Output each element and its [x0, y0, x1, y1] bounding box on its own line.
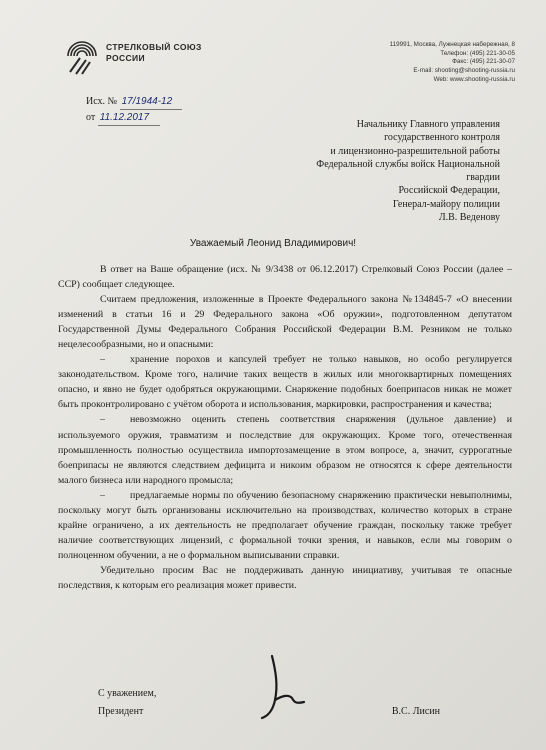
body-paragraph-3: Убедительно просим Вас не поддерживать данную инициативу, учитывая те опасные последствия, к которым его реализация может привести.	[58, 564, 512, 591]
addressee-line: и лицензионно-разрешительной работы	[330, 145, 500, 157]
contact-email: E-mail: shooting@shooting-russia.ru	[413, 67, 515, 75]
closing-block	[98, 685, 518, 721]
addressee-line: Российской Федерации,	[398, 185, 500, 197]
contact-address: 119991, Москва, Лужнецкая набережная, 8	[389, 41, 515, 48]
shooting-union-logo-icon	[62, 36, 102, 76]
ref-date-label: от	[86, 112, 96, 123]
addressee-line: Федеральной службы войск Национальной гвардии	[316, 158, 500, 184]
addressee-line: Генерал-майору полиции	[392, 198, 500, 210]
letter-body	[58, 262, 512, 593]
bullet-dash: –	[100, 414, 105, 426]
signatory-name: В.С. Лисин	[391, 706, 440, 717]
bullet-dash: –	[100, 354, 105, 366]
contact-phone: Телефон: (495) 221-30-05	[440, 49, 515, 57]
body-bullet-2	[58, 412, 512, 487]
outgoing-reference	[86, 94, 182, 126]
ref-number-label: Исх. №	[86, 96, 118, 107]
contact-web: Web: www.shooting-russia.ru	[433, 75, 515, 83]
org-name-line1: СТРЕЛКОВЫЙ СОЮЗ	[106, 42, 202, 52]
body-bullet-3	[58, 488, 512, 563]
salutation: Уважаемый Леонид Владимирович!	[189, 238, 357, 249]
letterhead-contacts	[330, 41, 515, 85]
org-name-line2: РОССИИ	[106, 53, 146, 63]
bullet-dash: –	[100, 489, 105, 501]
contact-fax: Факс: (495) 221-30-07	[452, 58, 515, 66]
addressee-line: Начальнику Главного управления	[356, 119, 500, 130]
addressee-line: Л.В. Веденову	[438, 212, 500, 224]
bullet-1-text: хранение порохов и капсулей требует не только навыков, но особо регулируется законодательством. Кроме того, наличие таких веществ в жилых или многоквартирных помещениях опасно, и явно не будет одобряться окружающими. Снаряжение подобных боеприпасов никак не может быть проконтролировано с учётом оборота и использования, маркировки, распространения и качества;	[58, 354, 512, 411]
bullet-3-text: предлагаемые нормы по обучению безопасному снаряжению практически невыполнимы, поскольку могут быть организованы исключительно на производствах, количество которых в стране крайне ограничено, а их деятельность не предполагает обучение граждан, поскольку также требует наличие соответствующих лицензий, с формальной точки зрения, и навыков, если мы говорим о полноценном обучении, а не о формальном выписывании справки.	[58, 489, 512, 561]
addressee-block	[300, 118, 500, 224]
closing-regards: С уважением,	[98, 688, 157, 699]
body-paragraph-2: Считаем предложения, изложенные в Проекте Федерального закона №134845-7 «О внесении изменений в статьи 16 и 29 Федерального закона «Об оружии», подготовленном депутатом Государственной Думы Федерального Собрания Российской Федерации В.М. Резником не только нецелесообразными, но и опасными:	[58, 294, 512, 351]
body-paragraph-1: В ответ на Ваше обращение (исх. № 9/3438 от 06.12.2017) Стрелковый Союз России (далее – ССР) сообщает следующее.	[58, 264, 512, 291]
addressee-line: государственного контроля	[384, 132, 500, 144]
ref-date-value: 11.12.2017	[98, 110, 160, 126]
signatory-position: Президент	[98, 706, 144, 717]
bullet-2-text: невозможно оценить степень соответствия снаряжения (дульное давление) и используемого оружия, травматизм и последствие для окружающих. Кроме того, отечественная промышленность полностью осуществила импортозамещение в этом вопросе, а, значит, суррогатные боеприпасы не являются следствием дефицита и никоим образом не относятся к сфере деятельности малого бизнеса или народного промысла;	[58, 414, 512, 486]
ref-number-value: 17/1944-12	[120, 94, 182, 110]
letterhead-org-name	[106, 42, 246, 64]
body-bullet-1	[58, 352, 512, 412]
